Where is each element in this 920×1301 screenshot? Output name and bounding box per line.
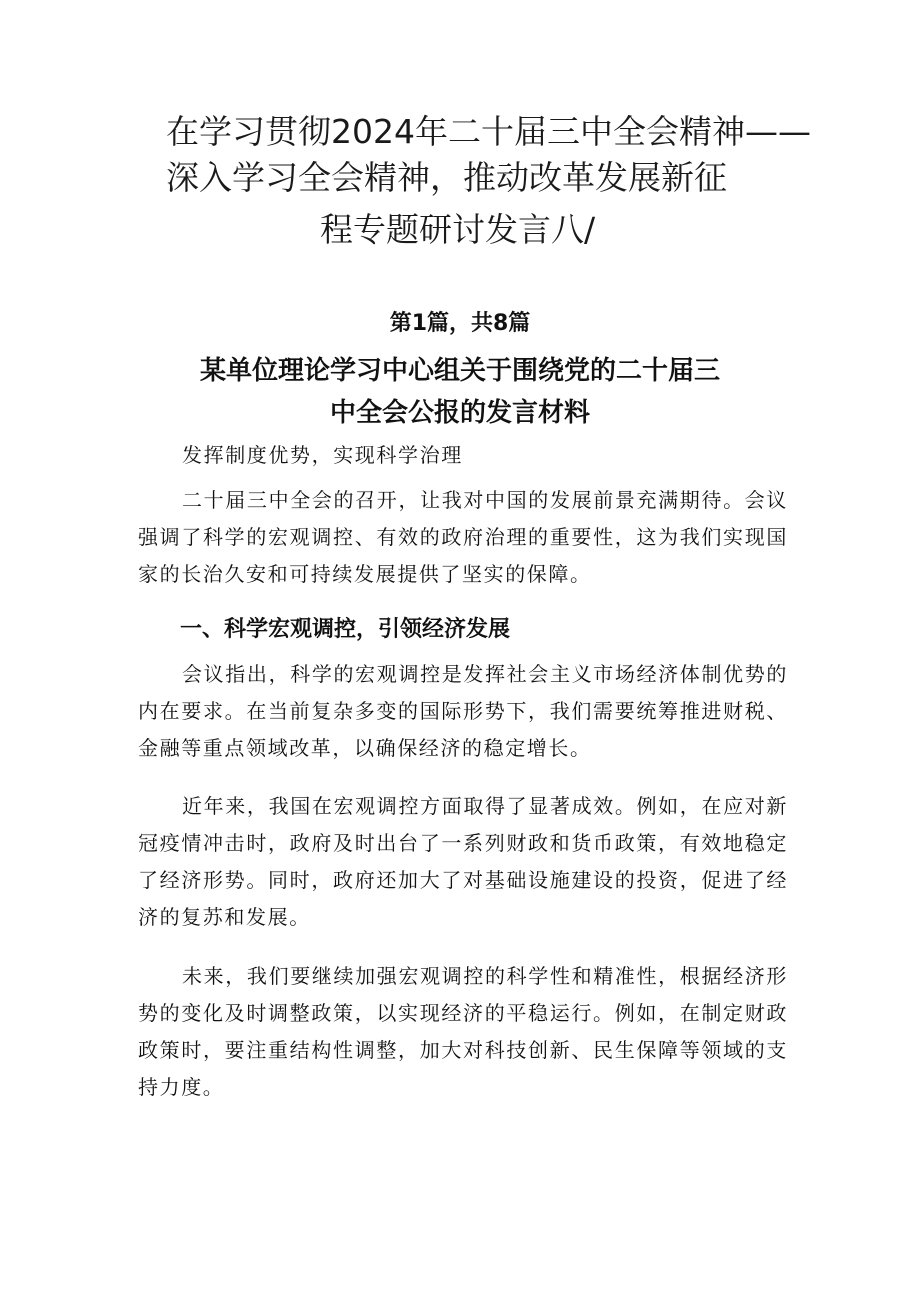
section-number: 第1篇，共8篇 [389,311,531,336]
article-title-line-2: 中全会公报的发言材料 [329,398,590,428]
title-line-3: 程专题研讨发言八/ [320,210,596,249]
paragraph-intro: 二十届三中全会的召开，让我对中国的发展前景充满期待。会议强调了科学的宏观调控、有效的政府治理的重要性，这为我们实现国家的长治久安和可持续发展提供了坚实的保障。 [138,488,788,586]
paragraph-1: 会议指出，科学的宏观调控是发挥社会主义市场经济体制优势的内在要求。在当前复杂多变的国际形势下，我们需要统筹推进财税、金融等重点领域改革，以确保经济的稳定增长。 [138,662,788,760]
section-heading-1: 一、科学宏观调控，引领经济发展 [180,617,511,642]
title-line-1: 在学习贯彻2024年二十届三中全会精神—— [166,112,811,151]
paragraph-2: 近年来，我国在宏观调控方面取得了显著成效。例如，在应对新冠疫情冲击时，政府及时出台了一系列财政和货币政策，有效地稳定了经济形势。同时，政府还加大了对基础设施建设的投资，促进了经济的复苏和发展。 [138,794,788,929]
paragraph-theme: 发挥制度优势，实现科学治理 [182,443,463,467]
article-title [0,350,920,434]
article-title-line-1: 某单位理论学习中心组关于围绕党的二十届三 [199,356,720,386]
paragraph-3: 未来，我们要继续加强宏观调控的科学性和精准性，根据经济形势的变化及时调整政策，以实现经济的平稳运行。例如，在制定财政政策时，要注重结构性调整，加大对科技创新、民生保障等领域的支持力度。 [138,964,788,1099]
title-line-2: 深入学习全会精神，推动改革发展新征 [166,158,727,197]
